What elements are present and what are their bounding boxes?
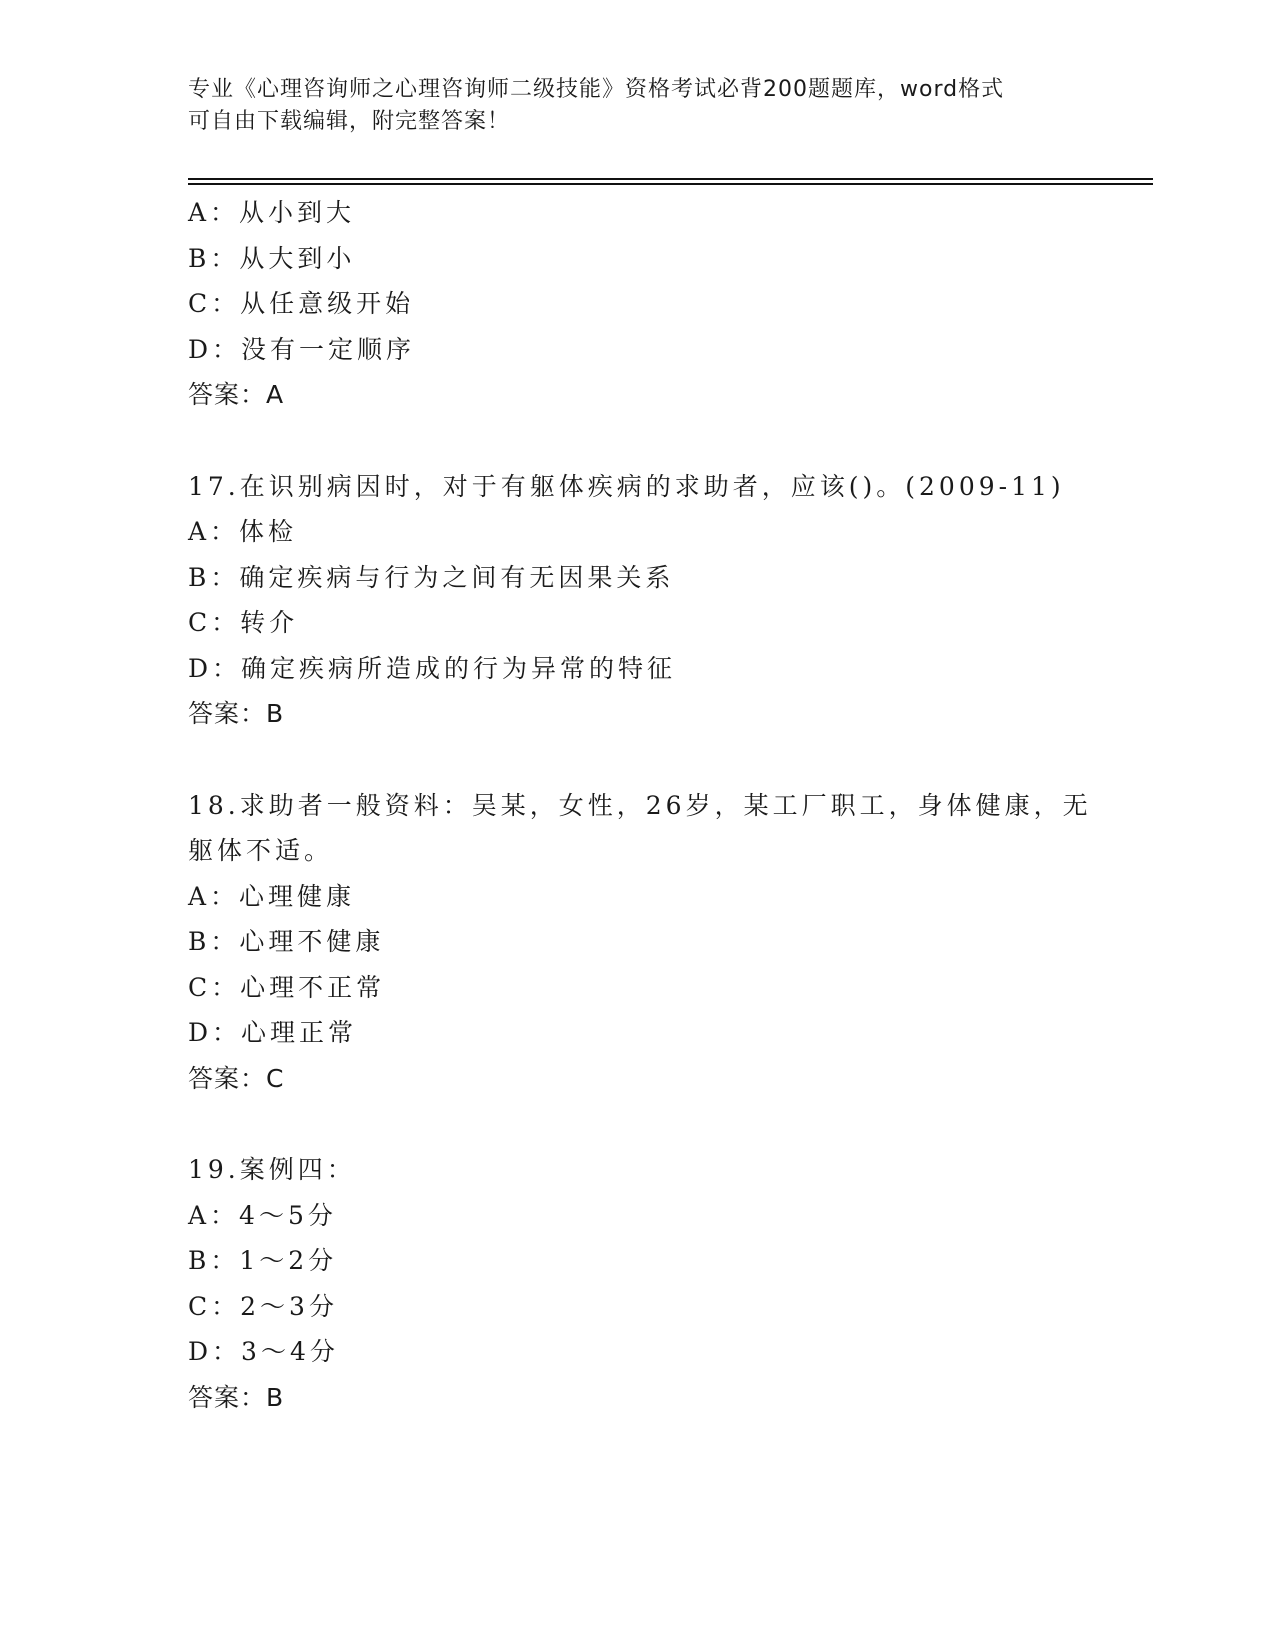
option-d: D：心理正常 bbox=[188, 1018, 358, 1047]
answer-line: 答案：A bbox=[188, 380, 285, 409]
question-text: 17.在识别病因时，对于有躯体疾病的求助者，应该()。(2009-11) bbox=[188, 471, 1065, 501]
block-spacer bbox=[188, 737, 1148, 783]
option-a: A：体检 bbox=[188, 517, 298, 546]
block-spacer bbox=[188, 418, 1148, 464]
header-divider-bottom bbox=[188, 183, 1153, 185]
answer-line: 答案：B bbox=[188, 1382, 285, 1412]
option-c: C：从任意级开始 bbox=[188, 289, 415, 318]
option-a: A：心理健康 bbox=[188, 881, 356, 911]
question-block bbox=[188, 464, 1148, 737]
option-a: A：4～5分 bbox=[188, 1200, 337, 1230]
block-spacer bbox=[188, 1101, 1148, 1147]
question-list bbox=[188, 190, 1148, 1420]
header-line-1: 专业《心理咨询师之心理咨询师二级技能》资格考试必背200题题库，word格式 bbox=[188, 77, 1005, 102]
option-d: D：确定疾病所造成的行为异常的特征 bbox=[188, 653, 677, 683]
header-divider-top bbox=[188, 178, 1153, 180]
answer-line: 答案：C bbox=[188, 1063, 285, 1093]
option-b: B：确定疾病与行为之间有无因果关系 bbox=[188, 562, 675, 592]
option-c: C：转介 bbox=[188, 608, 299, 637]
option-c: C：2～3分 bbox=[188, 1291, 338, 1321]
document-header bbox=[188, 74, 1088, 138]
option-c: C：心理不正常 bbox=[188, 972, 386, 1002]
question-text: 19.案例四： bbox=[188, 1155, 356, 1184]
answer-line: 答案：B bbox=[188, 699, 285, 728]
question-block bbox=[188, 1147, 1148, 1420]
question-block bbox=[188, 783, 1148, 1102]
question-block bbox=[188, 190, 1148, 418]
question-text-continued: 躯体不适。 bbox=[188, 836, 334, 865]
header-line-2: 可自由下载编辑，附完整答案！ bbox=[188, 109, 511, 134]
option-d: D：3～4分 bbox=[188, 1337, 339, 1366]
option-d: D：没有一定顺序 bbox=[188, 334, 416, 364]
option-b: B：心理不健康 bbox=[188, 927, 385, 956]
option-a: A：从小到大 bbox=[188, 198, 356, 227]
option-b: B：1～2分 bbox=[188, 1246, 338, 1275]
question-text: 18.求助者一般资料：吴某，女性，26岁，某工厂职工，身体健康，无 bbox=[188, 790, 1092, 820]
option-b: B：从大到小 bbox=[188, 243, 356, 273]
